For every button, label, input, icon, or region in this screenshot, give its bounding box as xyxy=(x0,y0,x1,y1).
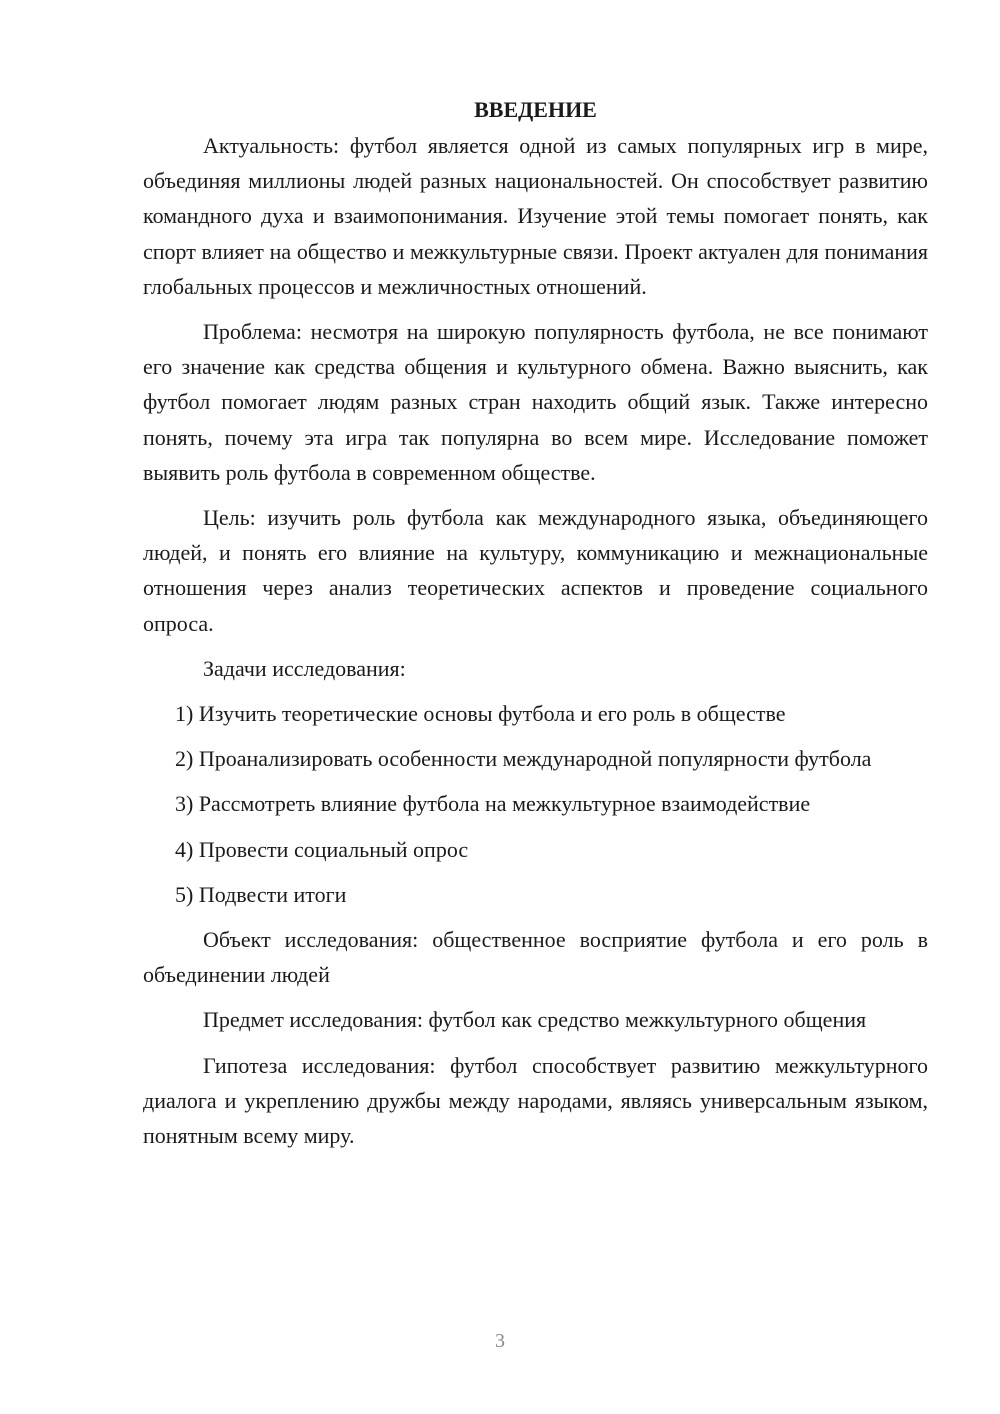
task-item-3: 3) Рассмотреть влияние футбола на межкультурное взаимодействие xyxy=(175,791,811,817)
paragraph-relevance: Актуальность: футбол является одной из самых популярных игр в мире, объединяя миллионы людей разных национальностей. Он способствует развитию командного духа и взаимопонимания. Изучение этой темы помогает понять, как спорт влияет на общество и межкультурные связи. Проект актуален для понимания глобальных процессов и межличностных отношений. xyxy=(143,133,928,299)
page-number: 3 xyxy=(495,1330,505,1352)
paragraph-goal: Цель: изучить роль футбола как международного языка, объединяющего людей, и понять его влияние на культуру, коммуникацию и межнациональные отношения через анализ теоретических аспектов и проведение социального опроса. xyxy=(143,505,928,636)
paragraph-hypothesis: Гипотеза исследования: футбол способствует развитию межкультурного диалога и укреплению дружбы между народами, являясь универсальным языком, понятным всему миру. xyxy=(143,1052,928,1149)
document-page xyxy=(143,92,928,1153)
paragraph-subject: Предмет исследования: футбол как средство межкультурного общения xyxy=(203,1007,867,1033)
task-item-2: 2) Проанализировать особенности международной популярности футбола xyxy=(175,746,872,772)
task-item-1: 1) Изучить теоретические основы футбола и его роль в обществе xyxy=(175,701,786,727)
paragraph-problem: Проблема: несмотря на широкую популярность футбола, не все понимают его значение как средства общения и культурного обмена. Важно выяснить, как футбол помогает людям разных стран находить общий язык. Также интересно понять, почему эта игра так популярна во всем мире. Исследование поможет выявить роль футбола в современном обществе. xyxy=(143,319,928,485)
tasks-heading: Задачи исследования: xyxy=(203,655,406,681)
task-item-5: 5) Подвести итоги xyxy=(175,881,347,907)
section-title: ВВЕДЕНИЕ xyxy=(474,97,597,122)
paragraph-object: Объект исследования: общественное восприятие футбола и его роль в объединении людей xyxy=(143,927,928,988)
task-item-4: 4) Провести социальный опрос xyxy=(175,836,469,862)
